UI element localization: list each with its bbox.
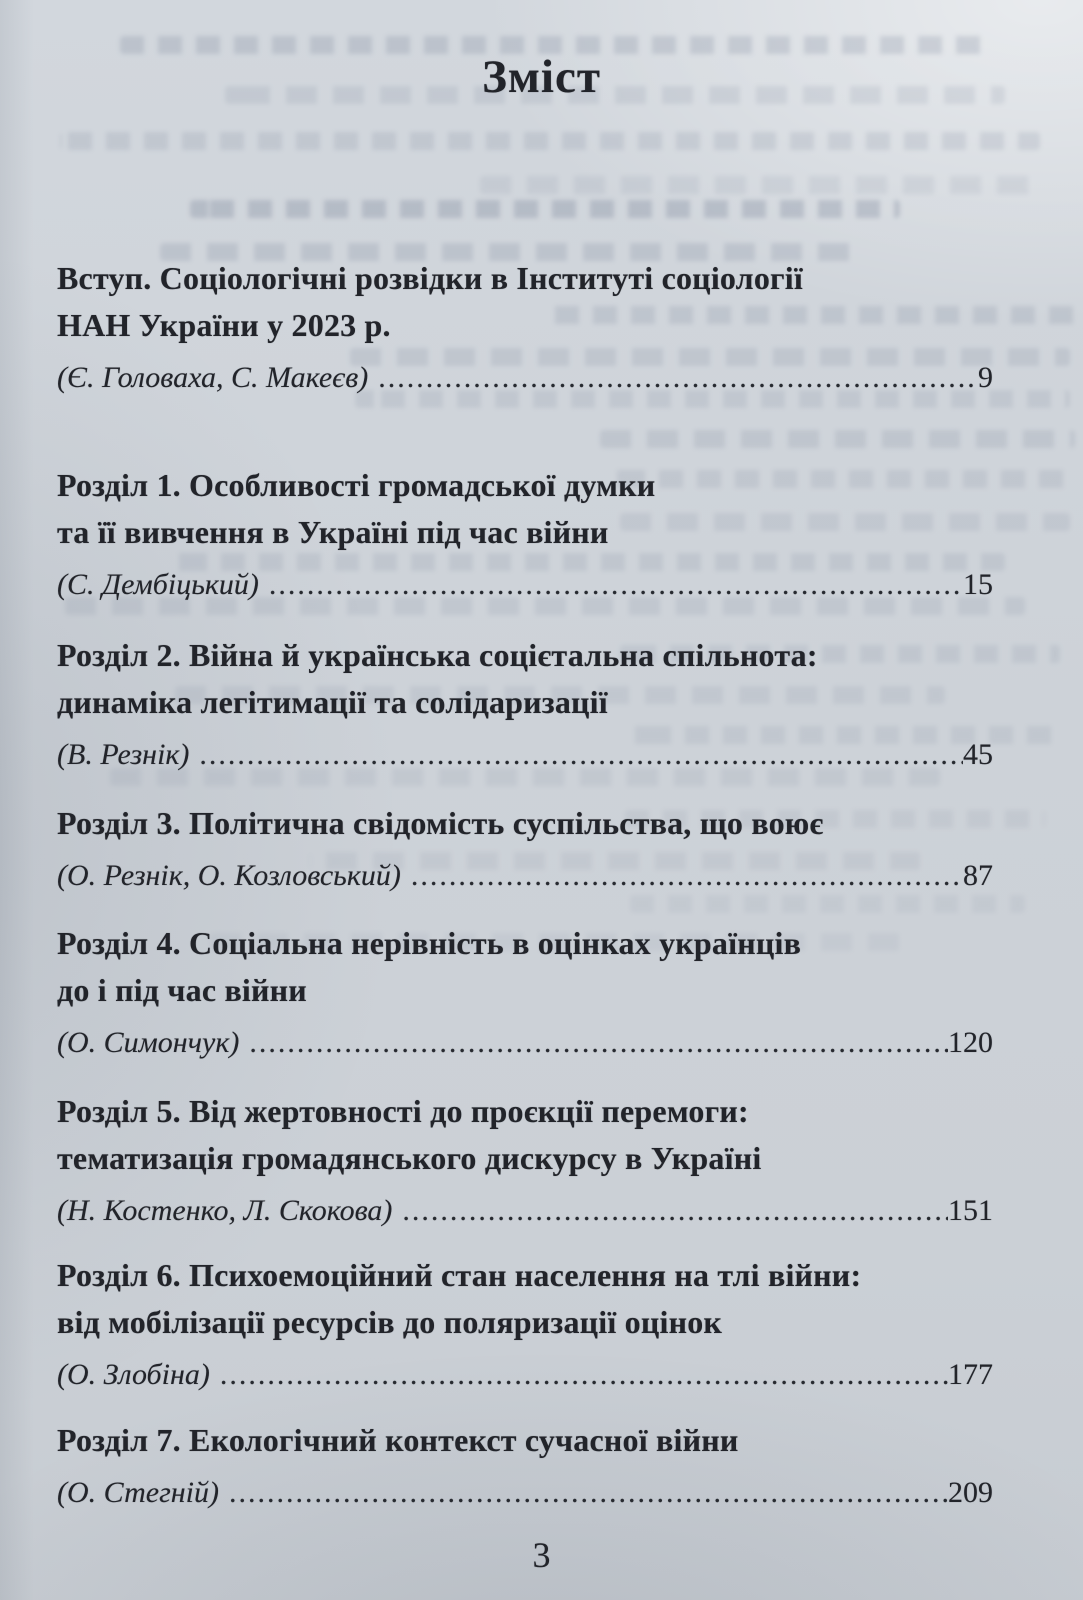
entry-author-row	[57, 1350, 993, 1400]
entry-title-line: Розділ 4. Соціальна нерівність в оцінках українців	[57, 925, 802, 961]
entry-authors: (О. Резнік, О. Козловський)	[57, 859, 401, 892]
dot-leader	[378, 353, 978, 403]
dot-leader	[229, 1468, 948, 1518]
entry-page-number: 151	[948, 1194, 993, 1227]
dot-leader	[220, 1350, 948, 1400]
toc-entry	[57, 462, 993, 610]
entry-title-line: Розділ 6. Психоемоційний стан населення на тлі війни:	[57, 1257, 862, 1293]
entry-author-row	[57, 353, 993, 403]
toc-entry	[57, 255, 993, 403]
entry-page-number: 45	[963, 738, 993, 771]
entry-authors: (Є. Головаха, С. Макеєв)	[57, 361, 369, 394]
entry-page-number: 87	[963, 859, 993, 892]
dot-leader	[249, 1018, 948, 1068]
entry-title-line: до і під час війни	[57, 972, 307, 1008]
entry-title-line: та її вивчення в Україні під час війни	[57, 514, 609, 550]
entry-title-line: Розділ 2. Війна й українська соцієтальна спільнота:	[57, 637, 818, 673]
dot-leader	[402, 1186, 948, 1236]
bleedthrough-line	[60, 132, 1040, 150]
entry-author-row	[57, 1018, 993, 1068]
entry-page-number: 120	[948, 1026, 993, 1059]
entry-authors: (Н. Костенко, Л. Скокова)	[57, 1194, 393, 1227]
toc-entry	[57, 1252, 993, 1400]
toc-entry	[57, 800, 993, 901]
entry-author-row	[57, 730, 993, 780]
entry-authors: (О. Злобіна)	[57, 1358, 210, 1391]
entry-page-number: 177	[948, 1358, 993, 1391]
entry-authors: (О. Симончук)	[57, 1026, 240, 1059]
entry-page-number: 15	[963, 568, 993, 601]
bleedthrough-line	[190, 200, 900, 218]
entry-title-line: Розділ 3. Політична свідомість суспільства, що воює	[57, 805, 824, 841]
entry-page-number: 209	[948, 1476, 993, 1509]
bleedthrough-line	[480, 176, 1040, 194]
entry-authors: (О. Стегній)	[57, 1476, 219, 1509]
toc-entry	[57, 1417, 993, 1518]
bleedthrough-line	[600, 430, 1075, 448]
toc-entry	[57, 632, 993, 780]
entry-title-line: Розділ 5. Від жертовності до проєкції перемоги:	[57, 1093, 749, 1129]
entry-author-row	[57, 1468, 993, 1518]
toc-entry	[57, 1088, 993, 1236]
entry-title-line: динаміка легітимації та солідаризації	[57, 684, 608, 720]
entry-authors: (С. Дембіцький)	[57, 568, 259, 601]
entry-title-line: від мобілізації ресурсів до поляризації оцінок	[57, 1304, 723, 1340]
dot-leader	[199, 730, 963, 780]
toc-entry	[57, 920, 993, 1068]
entry-page-number: 9	[978, 361, 993, 394]
page-number-footer: 3	[532, 1535, 551, 1575]
entry-title-line: НАН України у 2023 р.	[57, 307, 391, 343]
entry-authors: (В. Резнік)	[57, 738, 190, 771]
entry-author-row	[57, 851, 993, 901]
entry-title-line: тематизація громадянського дискурсу в Україні	[57, 1140, 762, 1176]
entry-author-row	[57, 1186, 993, 1236]
entry-author-row	[57, 560, 993, 610]
dot-leader	[411, 851, 963, 901]
toc-title: Зміст	[482, 51, 601, 103]
dot-leader	[269, 560, 963, 610]
entry-title-line: Розділ 7. Екологічний контекст сучасної війни	[57, 1422, 739, 1458]
entry-title-line: Розділ 1. Особливості громадської думки	[57, 467, 656, 503]
entry-title-line: Вступ. Соціологічні розвідки в Інституті соціології	[57, 260, 803, 296]
